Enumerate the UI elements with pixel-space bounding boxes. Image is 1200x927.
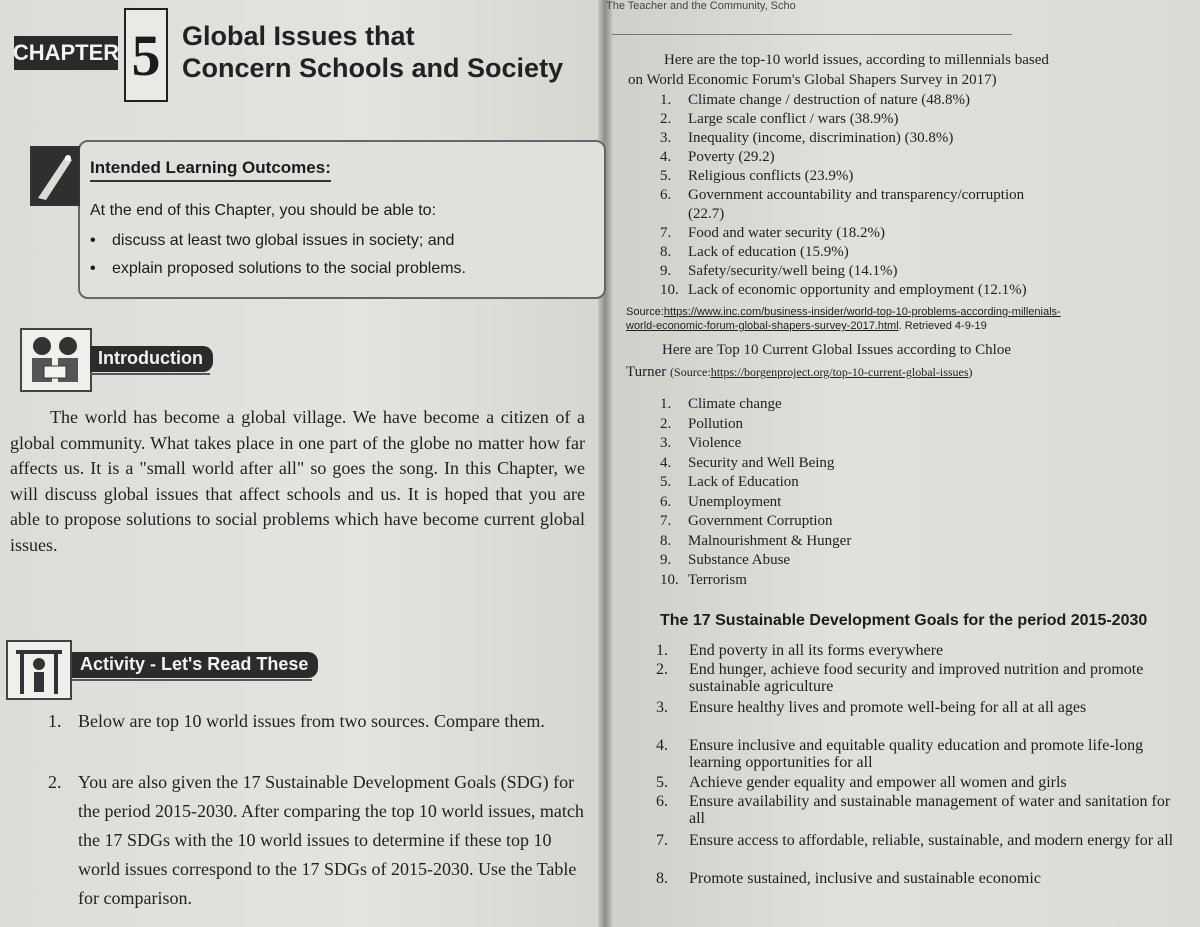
learning-outcomes-heading: Intended Learning Outcomes: <box>90 158 331 182</box>
chapter-number: 5 <box>124 8 168 102</box>
sdg-item: 2. End hunger, achieve food security and improved nutrition and promote sustainable agriculture <box>656 661 1144 695</box>
sdg-item: 1. End poverty in all its forms everywhere <box>656 642 944 659</box>
chapter-label: CHAPTER <box>14 36 118 70</box>
sdg-item: 5. Achieve gender equality and empower all women and girls <box>656 774 1067 791</box>
turner-item: 2. Pollution <box>660 415 744 432</box>
activity-rule <box>72 679 312 681</box>
turner-item: 1. Climate change <box>660 396 782 412</box>
teacher-board-icon <box>6 640 72 700</box>
sdg-item: 3. Ensure healthy lives and promote well-being for all at all ages <box>656 699 1087 716</box>
survey-item: 5. Religious conflicts (23.9%) <box>660 168 854 184</box>
chapter-title-line2: Concern Schools and Society <box>182 53 564 83</box>
survey-item: 7. Food and water security (18.2%) <box>660 225 886 241</box>
activity-item: 2. You are also given the 17 Sustainable Development Goals (SDG) for the period 2015-2030. After comparing the top 10 world issues, match the 17 SDGs with the 10 world issues to determine if these top 10 world issues correspond to the 17 SDGs of 2015-2030. Use the Table for comparison. <box>48 772 584 908</box>
turner-item: 5. Lack of Education <box>660 474 799 490</box>
turner-intro-line2: Turner (Source:https://borgenproject.org/top-10-current-global-issues) <box>626 364 973 380</box>
sdg-item: 8. Promote sustained, inclusive and sustainable economic <box>656 870 1041 887</box>
survey-source-link-continued[interactable]: world-economic-forum-global-shapers-survey-2017.html <box>626 320 899 332</box>
bullet-icon: • <box>90 232 96 249</box>
introduction-paragraph: The world has become a global village. We have become a citizen of a global community. What takes place in one part of the globe no matter how far affects us. It is a "small world after all" so goes the song. In this Chapter, we will discuss global issues that affect schools and us. It is hoped that you are able to propose solutions to social problems which have become current global issues. <box>10 407 585 555</box>
turner-item: 8. Malnourishment & Hunger <box>660 532 852 549</box>
sdg-item: 7. Ensure access to affordable, reliable, sustainable, and modern energy for all <box>656 832 1174 849</box>
running-head-rule <box>612 34 1012 35</box>
introduction-heading: Introduction <box>90 346 213 372</box>
introduction-rule <box>90 373 210 375</box>
survey-source-line1: Source:https://www.inc.com/business-insider/world-top-10-problems-according-millenials- <box>626 306 1061 318</box>
activity-heading: Activity - Let's Read These <box>72 652 318 678</box>
running-head: The Teacher and the Community, Scho <box>606 0 796 12</box>
survey-item: (22.7) <box>688 206 725 222</box>
turner-item: 7. Government Corruption <box>660 513 833 529</box>
survey-item: 1. Climate change / destruction of nature (48.8%) <box>660 92 970 108</box>
turner-source-link[interactable]: https://borgenproject.org/top-10-current-global-issues <box>710 365 969 379</box>
survey-source-line2: world-economic-forum-global-shapers-survey-2017.html. Retrieved 4-9-19 <box>626 320 987 332</box>
turner-item: 4. Security and Well Being <box>660 454 835 471</box>
sdg-item: 6. Ensure availability and sustainable management of water and sanitation for all <box>656 793 1171 827</box>
turner-intro-line1: Here are Top 10 Current Global Issues according to Chloe <box>662 342 1011 358</box>
book-gutter <box>598 0 612 927</box>
learning-outcome-item: • explain proposed solutions to the social problems. <box>90 260 466 277</box>
turner-item: 3. Violence <box>660 435 742 451</box>
activity-item: 1. Below are top 10 world issues from two sources. Compare them. <box>48 711 545 731</box>
hand-writing-icon <box>30 146 80 206</box>
survey-item: 6. Government accountability and transparency/corruption <box>660 187 1025 203</box>
children-reading-icon <box>20 328 92 392</box>
turner-item: 10. Terrorism <box>660 571 747 588</box>
turner-item: 9. Substance Abuse <box>660 552 791 568</box>
survey-item: 10. Lack of economic opportunity and employment (12.1%) <box>660 282 1027 298</box>
survey-item: 4. Poverty (29.2) <box>660 149 775 165</box>
survey-item: 8. Lack of education (15.9%) <box>660 244 849 260</box>
turner-item: 6. Unemployment <box>660 493 782 510</box>
bullet-icon: • <box>90 260 96 277</box>
sdg-item: 4. Ensure inclusive and equitable quality education and promote life-long learning opportunities for all <box>656 737 1144 771</box>
chapter-title-line1: Global Issues that <box>182 21 415 51</box>
learning-outcomes-lead: At the end of this Chapter, you should be able to: <box>90 202 437 219</box>
survey-source-link[interactable]: https://www.inc.com/business-insider/world-top-10-problems-according-millenials- <box>663 306 1061 318</box>
learning-outcome-item: • discuss at least two global issues in society; and <box>90 232 455 249</box>
sdg-title: The 17 Sustainable Development Goals for the period 2015-2030 <box>660 612 1148 629</box>
survey-item: 2. Large scale conflict / wars (38.9%) <box>660 111 899 127</box>
chapter-title <box>182 20 563 84</box>
survey-intro-line1: Here are the top-10 world issues, according to millennials based <box>664 52 1049 68</box>
survey-item: 3. Inequality (income, discrimination) (30.8%) <box>660 130 954 146</box>
survey-intro-line2: on World Economic Forum's Global Shapers Survey in 2017) <box>628 72 997 88</box>
survey-item: 9. Safety/security/well being (14.1%) <box>660 263 898 279</box>
